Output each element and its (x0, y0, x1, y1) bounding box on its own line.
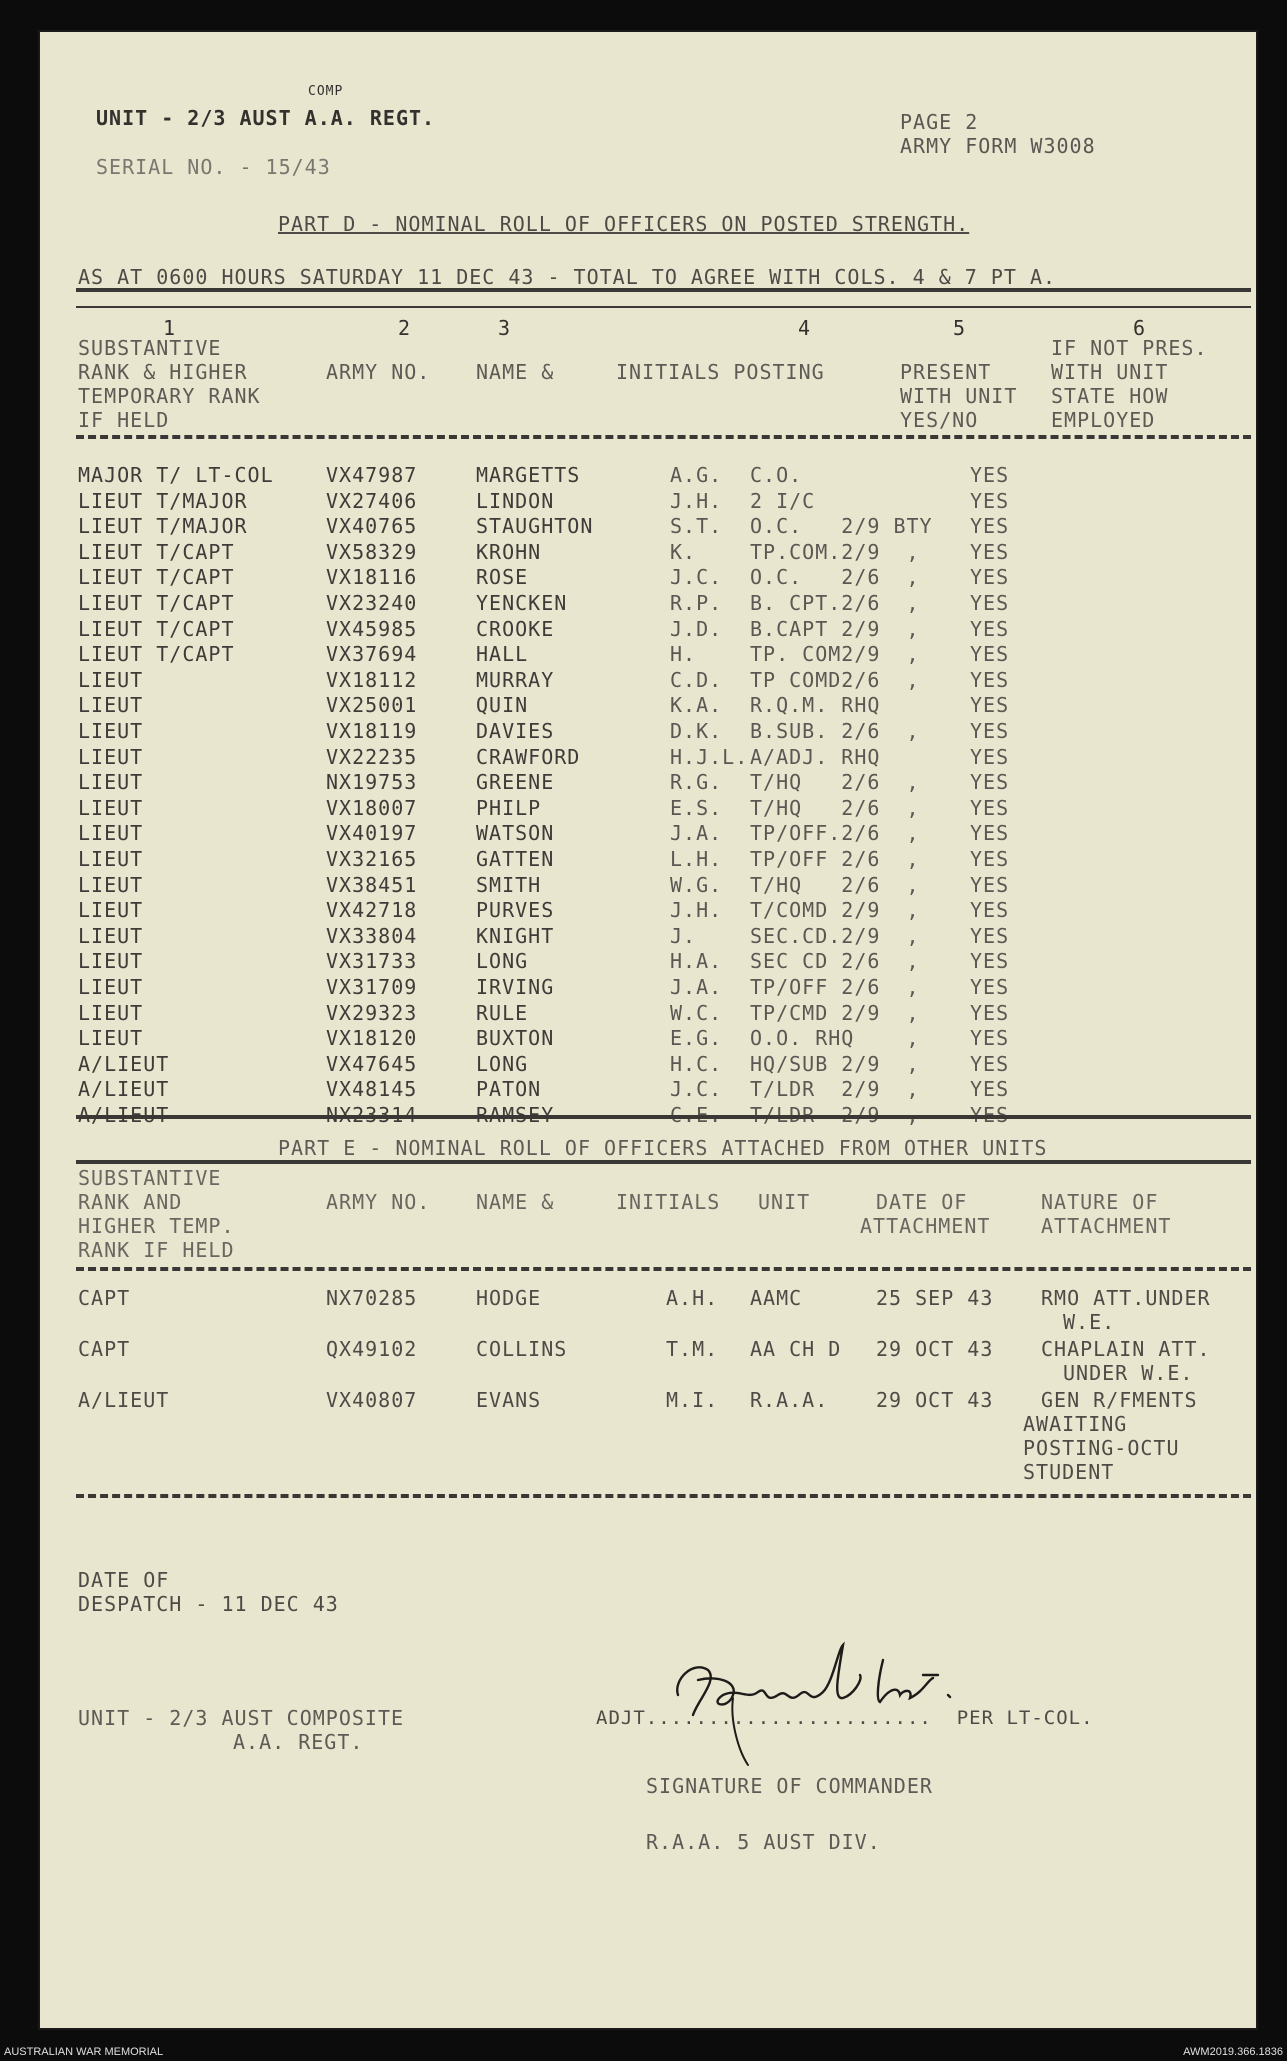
cell-rank: CAPT (78, 1337, 131, 1361)
table-row (38, 565, 1258, 590)
cell-no: VX48145 (326, 1077, 418, 1102)
signature-line: ADJT....................... PER LT-COL. (596, 1707, 1094, 1729)
army-form: ARMY FORM W3008 (900, 134, 1096, 158)
cell-init: H.A. (670, 949, 723, 974)
table-row (38, 821, 1258, 846)
table-row (38, 1077, 1258, 1102)
col-number-2: 2 (398, 316, 411, 340)
table-row (38, 847, 1258, 872)
cell-init: J.D. (670, 616, 723, 641)
cell-name: IRVING (476, 975, 555, 999)
table-row (38, 1001, 1258, 1026)
cell-rank: LIEUT (78, 898, 144, 923)
cell-init: S.T. (670, 514, 723, 539)
cell-init: J.C. (670, 565, 723, 590)
cell-present: YES (970, 770, 1010, 795)
cell-posting: 2 I/C (750, 488, 816, 513)
cell-init: J. (670, 923, 697, 948)
cell-name: MURRAY (476, 667, 555, 692)
cell-no: VX40765 (326, 514, 418, 539)
cell-rank: LIEUT (78, 872, 144, 897)
table-row (38, 540, 1258, 565)
cell-rank: LIEUT T/CAPT (78, 539, 235, 564)
cell-present: YES (970, 514, 1010, 539)
part-e-top-rule (76, 1160, 1251, 1164)
part-d-title: PART D - NOMINAL ROLL OF OFFICERS ON POSTED STRENGTH. (278, 212, 970, 236)
col-number-4: 4 (798, 316, 811, 340)
cell-posting: TP.COM.2/9 , (750, 539, 920, 564)
cell-init: A.G. (670, 463, 723, 487)
part-e-col-name: NAME & (476, 1190, 555, 1214)
cell-rank: A/LIEUT (78, 1388, 170, 1412)
cell-nature: W.E. (1063, 1310, 1116, 1334)
table-row (38, 796, 1258, 821)
cell-init: M.I. (666, 1388, 719, 1412)
table-row (38, 463, 1258, 488)
cell-present: YES (970, 667, 1010, 692)
cell-present: YES (970, 1051, 1010, 1076)
cell-init: H. (670, 642, 697, 667)
cell-posting: T/LDR 2/9 , (750, 1077, 920, 1102)
cell-posting: HQ/SUB 2/9 , (750, 1051, 920, 1076)
cell-nature: RMO ATT.UNDER (1041, 1286, 1211, 1310)
cell-present: YES (970, 949, 1010, 974)
cell-present: YES (970, 591, 1010, 615)
cell-present: YES (970, 1026, 1010, 1051)
serial-number: SERIAL NO. - 15/43 (96, 155, 331, 179)
cell-nature: POSTING-OCTU (1023, 1436, 1180, 1460)
cell-present: YES (970, 1077, 1010, 1102)
cell-init: K. (670, 539, 697, 564)
cell-rank: LIEUT (78, 744, 144, 769)
cell-present: YES (970, 539, 1010, 564)
cell-posting: B.SUB. 2/6 , (750, 719, 920, 743)
cell-no: VX37694 (326, 642, 418, 667)
cell-init: J.A. (670, 975, 723, 999)
unit-footer-line2: A.A. REGT. (233, 1730, 364, 1754)
cell-present: YES (970, 488, 1010, 513)
col-number-6: 6 (1133, 316, 1146, 340)
cell-no: VX45985 (326, 616, 418, 641)
cell-rank: LIEUT T/MAJOR (78, 514, 248, 539)
cell-name: YENCKEN (476, 591, 568, 615)
cell-posting: A/ADJ. RHQ (750, 744, 881, 769)
table-row (38, 873, 1258, 898)
part-e-header-rule (76, 1267, 1251, 1271)
cell-no: VX38451 (326, 872, 418, 897)
cell-rank: LIEUT (78, 667, 144, 692)
cell-present: YES (970, 898, 1010, 923)
part-e-col-unit: UNIT (758, 1190, 811, 1214)
cell-init: J.A. (670, 821, 723, 846)
col-number-1: 1 (163, 316, 176, 340)
cell-no: VX32165 (326, 847, 418, 871)
cell-posting: SEC CD 2/6 , (750, 949, 920, 974)
page-number: PAGE 2 (900, 110, 979, 134)
cell-nature: GEN R/FMENTS (1041, 1388, 1198, 1412)
cell-name: RULE (476, 1000, 529, 1025)
cell-name: HALL (476, 642, 529, 667)
table-row (38, 668, 1258, 693)
table-row (38, 745, 1258, 770)
cell-no: NX23314 (326, 1103, 418, 1127)
cell-present: YES (970, 616, 1010, 641)
cell-init: R.G. (670, 770, 723, 795)
cell-init: E.S. (670, 795, 723, 820)
cell-rank: CAPT (78, 1286, 131, 1310)
part-d-bottom-rule (76, 1115, 1251, 1119)
cell-posting: T/COMD 2/9 , (750, 898, 920, 923)
cell-name: GREENE (476, 770, 555, 795)
unit-heading: UNIT - 2/3 AUST A.A. REGT. (96, 106, 436, 130)
cell-present: YES (970, 565, 1010, 590)
cell-rank: LIEUT (78, 1026, 144, 1051)
cell-nature: AWAITING (1023, 1412, 1128, 1436)
cell-name: STAUGHTON (476, 514, 594, 539)
cell-nature: CHAPLAIN ATT. (1041, 1337, 1211, 1361)
cell-date: 25 SEP 43 (876, 1286, 994, 1310)
comp-annotation: COMP (308, 84, 344, 99)
cell-present: YES (970, 923, 1010, 948)
part-e-col-army-no: ARMY NO. (326, 1190, 431, 1214)
cell-no: VX18112 (326, 667, 418, 692)
cell-rank: LIEUT (78, 847, 144, 871)
cell-init: E.G. (670, 1026, 723, 1051)
cell-name: LINDON (476, 488, 555, 513)
cell-no: VX33804 (326, 923, 418, 948)
signature-caption: SIGNATURE OF COMMANDER (646, 1774, 933, 1798)
cell-no: VX42718 (326, 898, 418, 923)
table-row (38, 924, 1258, 949)
cell-rank: A/LIEUT (78, 1103, 170, 1127)
cell-name: LONG (476, 949, 529, 974)
cell-name: KROHN (476, 539, 542, 564)
cell-init: W.C. (670, 1000, 723, 1025)
cell-unit: AA CH D (750, 1337, 842, 1361)
part-e-title: PART E - NOMINAL ROLL OF OFFICERS ATTACHED FROM OTHER UNITS (278, 1136, 1048, 1160)
table-row (38, 642, 1258, 667)
col-number-5: 5 (953, 316, 966, 340)
cell-posting: R.Q.M. RHQ (750, 693, 881, 718)
cell-name: EVANS (476, 1388, 542, 1412)
cell-present: YES (970, 872, 1010, 897)
cell-name: RAMSEY (476, 1103, 555, 1127)
cell-posting: T/HQ 2/6 , (750, 770, 920, 795)
table-row (38, 770, 1258, 795)
table-row (38, 898, 1258, 923)
cell-posting: TP COMD2/6 , (750, 667, 920, 692)
cell-posting: O.C. 2/9 BTY (750, 514, 933, 539)
cell-posting: B.CAPT 2/9 , (750, 616, 920, 641)
cell-rank: A/LIEUT (78, 1051, 170, 1076)
cell-rank: LIEUT (78, 770, 144, 795)
table-row (38, 489, 1258, 514)
header-rule-2 (76, 306, 1251, 308)
cell-no: VX25001 (326, 693, 418, 718)
cell-no: VX18119 (326, 719, 418, 743)
cell-name: PHILP (476, 795, 542, 820)
cell-posting: SEC.CD.2/9 , (750, 923, 920, 948)
handwritten-signature (638, 1620, 998, 1770)
cell-present: YES (970, 744, 1010, 769)
cell-unit: AAMC (750, 1286, 803, 1310)
cell-init: J.H. (670, 898, 723, 923)
cell-present: YES (970, 1000, 1010, 1025)
cell-init: D.K. (670, 719, 723, 743)
cell-unit: R.A.A. (750, 1388, 829, 1412)
cell-rank: LIEUT (78, 975, 144, 999)
cell-no: VX29323 (326, 1000, 418, 1025)
table-row (38, 1052, 1258, 1077)
cell-name: CROOKE (476, 616, 555, 641)
cell-posting: TP. COM2/9 , (750, 642, 920, 667)
cell-name: BUXTON (476, 1026, 555, 1051)
cell-no: VX40807 (326, 1388, 418, 1412)
cell-init: A.H. (666, 1286, 719, 1310)
cell-no: VX40197 (326, 821, 418, 846)
cell-no: VX47987 (326, 463, 418, 487)
cell-posting: TP/OFF 2/6 , (750, 847, 920, 871)
cell-init: W.G. (670, 872, 723, 897)
cell-name: WATSON (476, 821, 555, 846)
cell-init: C.E. (670, 1103, 723, 1127)
cell-rank: LIEUT (78, 719, 144, 743)
cell-init: J.H. (670, 488, 723, 513)
cell-rank: LIEUT (78, 795, 144, 820)
archive-reference: AWM2019.366.1836 (1183, 2046, 1283, 2058)
cell-present: YES (970, 463, 1010, 487)
signature-division: R.A.A. 5 AUST DIV. (646, 1830, 881, 1854)
table-row (38, 719, 1258, 744)
cell-posting: O.O. RHQ , (750, 1026, 920, 1051)
part-e-col-initials: INITIALS (616, 1190, 721, 1214)
cell-present: YES (970, 975, 1010, 999)
despatch-label: DATE OF (78, 1568, 170, 1592)
cell-present: YES (970, 795, 1010, 820)
cell-posting: TP/CMD 2/9 , (750, 1000, 920, 1025)
cell-rank: LIEUT (78, 1000, 144, 1025)
cell-init: K.A. (670, 693, 723, 718)
unit-footer-line1: UNIT - 2/3 AUST COMPOSITE (78, 1706, 405, 1730)
cell-no: NX70285 (326, 1286, 418, 1310)
part-d-col-army-no: ARMY NO. (326, 360, 431, 384)
cell-init: T.M. (666, 1337, 719, 1361)
cell-rank: LIEUT T/CAPT (78, 565, 235, 590)
cell-name: PATON (476, 1077, 542, 1102)
header-rule (76, 288, 1251, 292)
despatch-date: DESPATCH - 11 DEC 43 (78, 1592, 339, 1616)
cell-present: YES (970, 719, 1010, 743)
cell-name: SMITH (476, 872, 542, 897)
part-d-col-name: NAME & (476, 360, 555, 384)
cell-init: H.J.L. (670, 744, 749, 769)
cell-no: VX47645 (326, 1051, 418, 1076)
table-row (38, 617, 1258, 642)
cell-present: YES (970, 821, 1010, 846)
cell-init: L.H. (670, 847, 723, 871)
table-row (38, 514, 1258, 539)
cell-present: YES (970, 1103, 1010, 1127)
cell-name: PURVES (476, 898, 555, 923)
cell-no: NX19753 (326, 770, 418, 795)
cell-init: R.P. (670, 591, 723, 615)
cell-rank: LIEUT T/MAJOR (78, 488, 248, 513)
cell-posting: TP/OFF.2/6 , (750, 821, 920, 846)
cell-posting: T/HQ 2/6 , (750, 795, 920, 820)
cell-no: VX27406 (326, 488, 418, 513)
col-number-3: 3 (498, 316, 511, 340)
table-row (38, 1388, 1258, 1488)
cell-present: YES (970, 847, 1010, 871)
cell-rank: MAJOR T/ LT-COL (78, 463, 274, 487)
cell-no: VX18116 (326, 565, 418, 590)
cell-no: VX23240 (326, 591, 418, 615)
cell-rank: LIEUT (78, 949, 144, 974)
cell-nature: UNDER W.E. (1063, 1361, 1194, 1385)
cell-no: VX18120 (326, 1026, 418, 1051)
cell-rank: LIEUT T/CAPT (78, 616, 235, 641)
cell-name: QUIN (476, 693, 529, 718)
cell-init: H.C. (670, 1051, 723, 1076)
cell-rank: LIEUT (78, 821, 144, 846)
document-page: UNIT - 2/3 AUST A.A. REGT. COMP SERIAL NO. - 15/43 PAGE 2 ARMY FORM W3008 PART D - NOMINAL ROLL OF OFFICERS ON POSTED STRENGTH. AS AT 0600 HOURS SATURDAY 11 DEC 43 - TOTAL TO AGREE WITH COLS. 4 & 7 PT A. 1 2 3 4 5 6 SUBSTANTIVE RANK & HIGHER TEMPORARY RANK IF HELD ARMY NO. NAME & INITIALS POSTING PRESENT WITH UNIT YES/NO IF NOT PRES. WITH UNIT STATE HOW EMPLOYED MAJOR T/ LT-COL VX47987 MARGETTS A.G. C.O. YES LIEUT T/MAJOR VX27406 LINDON J.H. 2 I/C YES LIEUT T/MAJOR VX40765 STAUGHTON S.T. O.C. 2/9 BTY YES LIEUT T/CAPT VX58329 KROHN K. TP.COM.2/9 , YES LIEUT T/CAPT VX18116 ROSE J.C. O.C. 2/6 , YES LIEUT T/CAPT VX23240 YENCKEN R.P. B. CPT.2/6 , YES LIEUT T/CAPT VX45985 CROOKE J.D. B.CAPT 2/9 , YES LIEUT T/CAPT VX37694 HALL H. TP. COM2/9 , YES LIEUT VX18112 MURRAY C.D. TP COMD2/6 , YES LIEUT VX25001 QUIN K.A. R.Q.M. RHQ YES LIEUT VX18119 DAVIES D.K. B.SUB. 2/6 , YES LIEUT VX22235 CRAWFORD H.J.L. A/ADJ. RHQ YES LIEUT NX19753 GREENE R.G. T/HQ 2/6 , YES LIEUT VX18007 PHILP E.S. T/HQ 2/6 , YES LIEUT VX40197 WATSON J.A. TP/OFF.2/6 , YES LIEUT VX32165 GATTEN L.H. TP/OFF 2/6 , YES LIEUT VX38451 SMITH W.G. T/HQ 2/6 , YES LIEUT VX42718 PURVES J.H. T/COMD 2/9 , YES LIEUT VX33804 KNIGHT J. SEC.CD.2/9 , YES LIEUT VX31733 LONG H.A. SEC CD 2/6 , YES LIEUT VX31709 IRVING J.A. TP/OFF 2/6 , YES LIEUT VX29323 RULE W.C. TP/CMD 2/9 , YES LIEUT VX18120 BUXTON E.G. O.O. RHQ , YES A/LIEUT VX47645 LONG H.C. HQ/SUB 2/9 , YES A/LIEUT VX48145 PATON J.C. T/LDR 2/9 , YES A/LIEUT NX23314 RAMSEY C.E. T/LDR 2/9 , YES PART E - NOMINAL ROLL OF OFFICERS ATTACHED FROM OTHER UNITS SUBSTANTIVE RANK AND HIGHER TEMP. RANK IF HELD ARMY NO. NAME & INITIALS UNIT DATE OF ATTACHMENT NATURE OF ATTACHMENT CAPT NX70285 HODGE A.H. AAMC 25 SEP 43 RMO ATT.UNDER W.E. CAPT QX49102 COLLINS T.M. AA CH D 29 OCT 43 CHAPLAIN ATT. UNDER W.E. A/LIEUT VX40807 EVANS M.I. R.A.A. 29 OCT 43 GEN R/FMENTS AWAITING POSTING-OCTU STUDENT DATE OF DESPATCH - 11 DEC 43 UNIT - 2/3 AUST COMPOSITE A.A. REGT. ADJT....................... PER LT-COL. SIGNATURE OF COMMANDER R.A.A. 5 AUST DIV. (38, 30, 1258, 2030)
cell-init: J.C. (670, 1077, 723, 1102)
cell-posting: T/LDR 2/9 , (750, 1103, 920, 1127)
cell-posting: TP/OFF 2/6 , (750, 975, 920, 999)
cell-present: YES (970, 642, 1010, 667)
cell-no: VX58329 (326, 539, 418, 564)
cell-no: VX31709 (326, 975, 418, 999)
cell-no: VX22235 (326, 744, 418, 769)
part-d-col-initials-posting: INITIALS POSTING (616, 360, 825, 384)
cell-date: 29 OCT 43 (876, 1388, 994, 1412)
cell-name: COLLINS (476, 1337, 568, 1361)
cell-rank: A/LIEUT (78, 1077, 170, 1102)
cell-no: VX31733 (326, 949, 418, 974)
cell-posting: C.O. (750, 463, 803, 487)
cell-rank: LIEUT (78, 923, 144, 948)
cell-name: DAVIES (476, 719, 555, 743)
table-row (38, 693, 1258, 718)
archive-credit: AUSTRALIAN WAR MEMORIAL (4, 2046, 164, 2058)
cell-posting: O.C. 2/6 , (750, 565, 920, 590)
cell-name: LONG (476, 1051, 529, 1076)
cell-name: GATTEN (476, 847, 555, 871)
cell-rank: LIEUT (78, 693, 144, 718)
cell-name: CRAWFORD (476, 744, 581, 769)
cell-name: HODGE (476, 1286, 542, 1310)
cell-no: QX49102 (326, 1337, 418, 1361)
cell-name: MARGETTS (476, 463, 581, 487)
table-row (38, 949, 1258, 974)
cell-rank: LIEUT T/CAPT (78, 642, 235, 667)
cell-nature: STUDENT (1023, 1460, 1115, 1484)
cell-name: ROSE (476, 565, 529, 590)
cell-name: KNIGHT (476, 923, 555, 948)
table-row (38, 1026, 1258, 1051)
cell-posting: T/HQ 2/6 , (750, 872, 920, 897)
table-row (38, 591, 1258, 616)
cell-present: YES (970, 693, 1010, 718)
cell-date: 29 OCT 43 (876, 1337, 994, 1361)
table-row (38, 975, 1258, 1000)
cell-rank: LIEUT T/CAPT (78, 591, 235, 615)
cell-no: VX18007 (326, 795, 418, 820)
part-e-bottom-rule (76, 1494, 1251, 1498)
part-d-header-rule (76, 435, 1251, 439)
cell-posting: B. CPT.2/6 , (750, 591, 920, 615)
part-d-as-at: AS AT 0600 HOURS SATURDAY 11 DEC 43 - TOTAL TO AGREE WITH COLS. 4 & 7 PT A. (78, 265, 1057, 289)
cell-init: C.D. (670, 667, 723, 692)
